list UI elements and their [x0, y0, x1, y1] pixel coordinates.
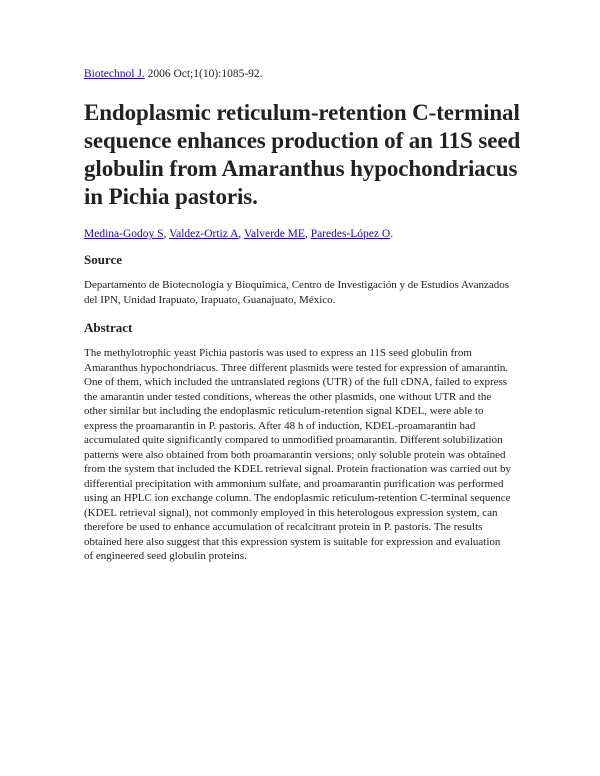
source-heading: Source: [84, 252, 123, 267]
source-affiliation: Departamento de Biotecnología y Bioquímica, Centro de Investigación y de Estudios Avanzados del IPN, Unidad Irapuato, Irapuato, Guanajuato, México.: [84, 279, 510, 306]
author-link[interactable]: Valverde ME: [243, 228, 305, 240]
author-separator: ,: [238, 228, 244, 240]
abstract-body: The methylotrophic yeast Pichia pastoris was used to express an 11S seed globulin from Amaranthus hypochondriacus. Three different plasmids were tested for expression of amarantin. One of them, which included the untranslated regions (UTR) of the full cDNA, failed to express the amarantin under tested conditions, whereas the other plasmids, one without UTR and the other similar but including the endoplasmic reticulum-retention signal KDEL, were able to express the proamarantin in P. pastoris. After 48 h of induction, KDEL-proamarantin had accumulated quite significantly compared to unmodified proamarantin. Different solubilization patterns were also obtained from both proamarantin versions; only soluble protein was obtained from the system that included the KDEL retrieval signal. Protein fractionation was carried out by differential precipitation with ammonium sulfate, and proamarantin purification was performed using an HPLC ion exchange column. The endoplasmic reticulum-retention C-terminal sequence (KDEL retrieval signal), not commonly employed in this heterologous expression system, can therefore be used to enhance accumulation of recalcitrant protein in P. pastoris. The results obtained here also suggest that this expression system is suitable for expression and evaluation of engineered seed globulin proteins.: [84, 347, 511, 562]
article-title: Endoplasmic reticulum-retention C-terminal sequence enhances production of an 11S seed globulin from Amaranthus hypochondriacus in Pichia pastoris.: [84, 100, 521, 209]
author-link[interactable]: Medina-Godoy S: [84, 228, 164, 240]
citation-line: [84, 66, 524, 82]
article-page: [84, 66, 524, 564]
author-link[interactable]: Valdez-Ortiz A: [169, 228, 239, 240]
journal-link[interactable]: Biotechnol J.: [84, 68, 145, 80]
citation-details: 2006 Oct;1(10):1085-92.: [144, 68, 263, 80]
author-terminator: .: [390, 228, 394, 240]
author-separator: ,: [163, 228, 170, 240]
author-list: [84, 226, 524, 242]
abstract-heading: Abstract: [84, 320, 133, 335]
author-separator: ,: [304, 228, 311, 240]
author-link[interactable]: Paredes-López O: [310, 228, 391, 240]
